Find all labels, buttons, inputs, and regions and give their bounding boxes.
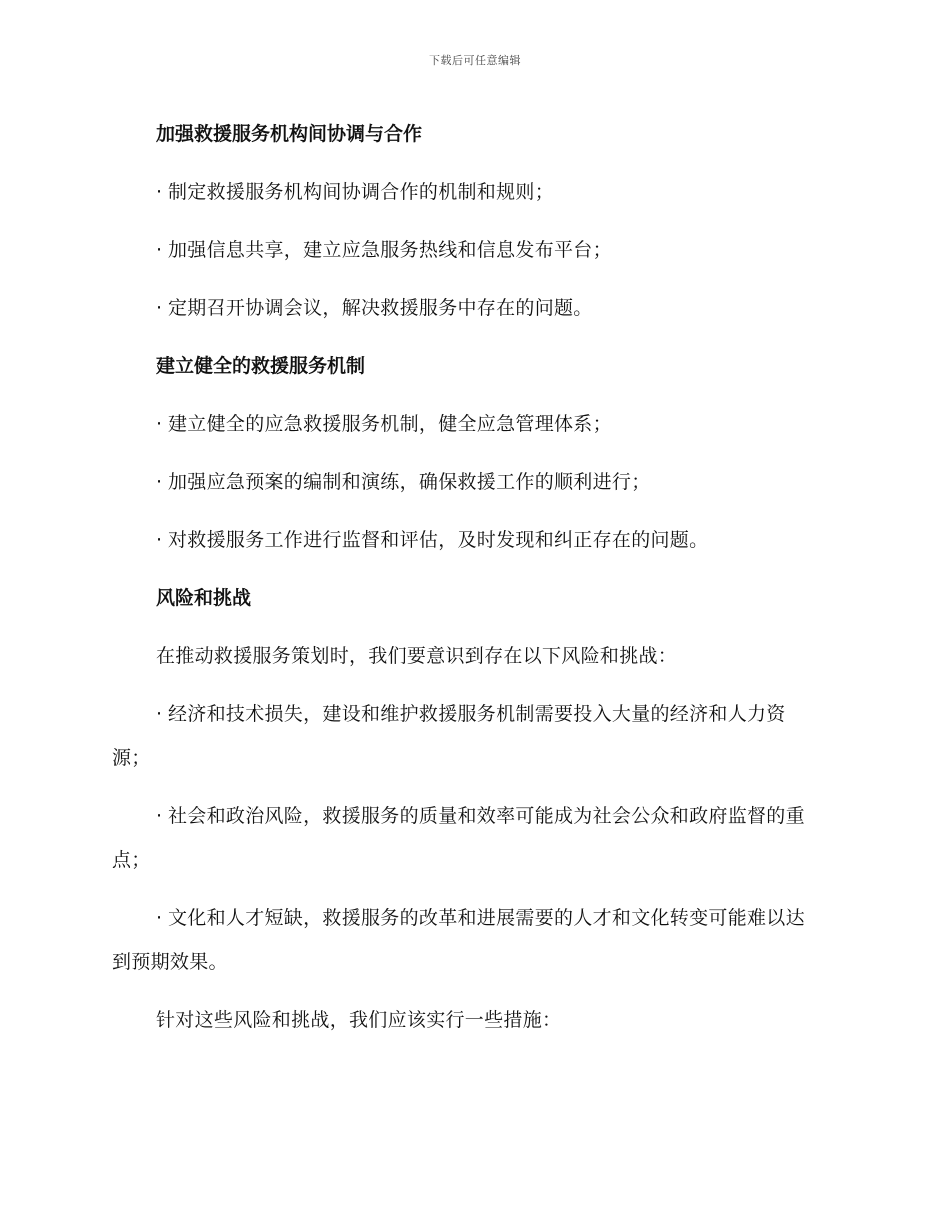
bullet-text: 建立健全的应急救援服务机制，健全应急管理体系； (168, 413, 612, 435)
bullet-symbol: · (156, 907, 163, 929)
section-heading: 加强救援服务机构间协调与合作 (156, 123, 423, 145)
bullet-text: 制定救援服务机构间协调合作的机制和规则； (168, 181, 555, 203)
bullet-symbol: · (156, 413, 163, 435)
paragraph: 针对这些风险和挑战，我们应该实行一些措施： (156, 1009, 562, 1031)
bullet-item (112, 518, 822, 562)
section-heading: 风险和挑战 (156, 587, 252, 609)
bullet-text: 社会和政治风险，救援服务的质量和效率可能成为社会公众和政府监督的重点； (112, 805, 805, 871)
bullet-item (112, 228, 822, 272)
bullet-text: 经济和技术损失，建设和维护救援服务机制需要投入大量的经济和人力资源； (112, 703, 786, 769)
bullet-text: 对救援服务工作进行监督和评估，及时发现和纠正存在的问题。 (168, 529, 709, 551)
bullet-item (112, 692, 822, 780)
bullet-symbol: · (156, 529, 163, 551)
bullet-symbol: · (156, 181, 163, 203)
bullet-text: 加强信息共享，建立应急服务热线和信息发布平台； (168, 239, 612, 261)
paragraph: 在推动救援服务策划时，我们要意识到存在以下风险和挑战： (156, 645, 678, 667)
bullet-text: 文化和人才短缺，救援服务的改革和进展需要的人才和文化转变可能难以达到预期效果。 (112, 907, 805, 973)
bullet-item (112, 170, 822, 214)
bullet-item (112, 896, 822, 984)
bullet-item (112, 794, 822, 882)
bullet-text: 加强应急预案的编制和演练，确保救援工作的顺利进行； (168, 471, 651, 493)
bullet-item (112, 286, 822, 330)
bullet-symbol: · (156, 471, 163, 493)
bullet-text: 定期召开协调会议，解决救援服务中存在的问题。 (168, 297, 593, 319)
bullet-symbol: · (156, 703, 163, 725)
document-body (112, 112, 822, 1056)
bullet-item (112, 460, 822, 504)
section-heading: 建立健全的救援服务机制 (156, 355, 366, 377)
bullet-symbol: · (156, 297, 163, 319)
bullet-symbol: · (156, 805, 163, 827)
bullet-symbol: · (156, 239, 163, 261)
bullet-item (112, 402, 822, 446)
page-header: 下载后可任意编辑 (429, 54, 521, 67)
